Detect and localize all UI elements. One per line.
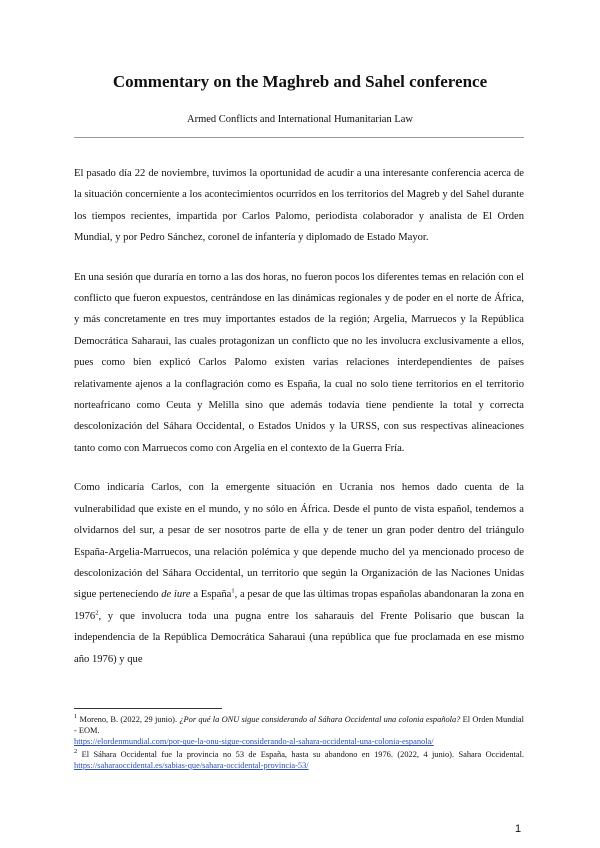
paragraph-3-text-4: , y que involucra toda una pugna entre los saharauis del Frente Polisario que buscan la independencia de la República Democrática Saharaui (una república que fue proclamada en ese mismo año 1976) y que [74, 610, 524, 665]
paragraph-2: En una sesión que duraría en torno a las dos horas, no fueron pocos los diferentes temas en relación con el conflicto que fueron expuestos, centrándose en las dinámicas regionales y de poder en el norte de África, y más concretamente en tres muy importantes estados de la región; Argelia, Marruecos y la República Democrática Saharaui, las cuales protagonizan un conflicto que no les involucra exclusivamente a ellos, pues como bien explicó Carlos Palomo existen varias relaciones interdependientes de países relativamente ajenos a la conflagración como es España, la cual no solo tiene territorios en el territorio norteafricano como Ceuta y Melilla sino que además todavía tiene pendiente la total y correcta descolonización del Sáhara Occidental, o Estados Unidos y la URSS, con sus respectivas alineaciones tanto como con Marruecos como con Argelia en el contexto de la Guerra Fría. [74, 271, 524, 454]
footnote-article-title: ¿Por qué la ONU sigue considerando al Sáhara Occidental una colonia española? [179, 715, 461, 724]
footnote-ref-1[interactable]: 1 [231, 587, 235, 595]
footnote-2 [74, 749, 524, 771]
paragraph-3 [74, 477, 524, 670]
footnote-marker: 1 [74, 713, 78, 721]
footnote-1 [74, 714, 524, 748]
paragraph-3-italic: de iure [161, 589, 191, 601]
footnote-ref-2[interactable]: 2 [95, 609, 99, 617]
body-text [74, 163, 524, 670]
paragraph-3-text-2: a España [190, 589, 232, 601]
paragraph-3-text-1: Como indicaría Carlos, con la emergente situación en Ucrania nos hemos dado cuenta de la vulnerabilidad que existe en el mundo, y no sólo en África. Desde el punto de vista español, tendemos a olvidarnos del sur, a pesar de ser nosotros parte de ella y de tener un gran poder dentro del triángulo España-Argelia-Marruecos, una relación polémica y que depende mucho del ya mencionado proceso de descolonización del Sáhara Occidental, un territorio que según la Organización de las Naciones Unidas sigue perteneciendo [74, 482, 524, 601]
paragraph-3-text-3: , a pesar de que las últimas tropas españolas abandonaran la zona en 1976 [74, 589, 524, 622]
footnote-marker: 2 [74, 747, 78, 755]
footnotes [74, 714, 524, 772]
document-title: Commentary on the Maghreb and Sahel conference [112, 72, 488, 91]
document-subtitle: Armed Conflicts and International Humanitarian Law [187, 114, 413, 125]
page-number: 1 [515, 823, 522, 835]
footnote-divider [74, 708, 222, 709]
footnote-text: El Orden Mundial - EOM. [74, 715, 524, 736]
footnote-text: Moreno, B. (2022, 29 junio). [77, 715, 180, 724]
header-divider [74, 137, 524, 138]
paragraph-1: El pasado día 22 de noviembre, tuvimos la oportunidad de acudir a una interesante conferencia acerca de la situación concerniente a los acontecimientos ocurridos en los territorios del Magreb y del Sahel durante los tiempos recientes, impartida por Carlos Palomo, periodista colaborador y analista de El Orden Mundial, y por Pedro Sánchez, coronel de infantería y diplomado de Estado Mayor. [74, 168, 524, 244]
footnote-link[interactable]: https://saharaoccidental.es/sabias-que/sahara-occidental-provincia-53/ [74, 760, 309, 770]
footnote-link[interactable]: https://elordenmundial.com/por-que-la-onu-sigue-considerando-al-sahara-occidental-una-colonia-espanola/ [74, 737, 434, 747]
footnote-text: El Sáhara Occidental fue la provincia no 53 de España, hasta su abandono en 1976. (2022, 4 junio). Sahara Occidental. [77, 749, 524, 759]
